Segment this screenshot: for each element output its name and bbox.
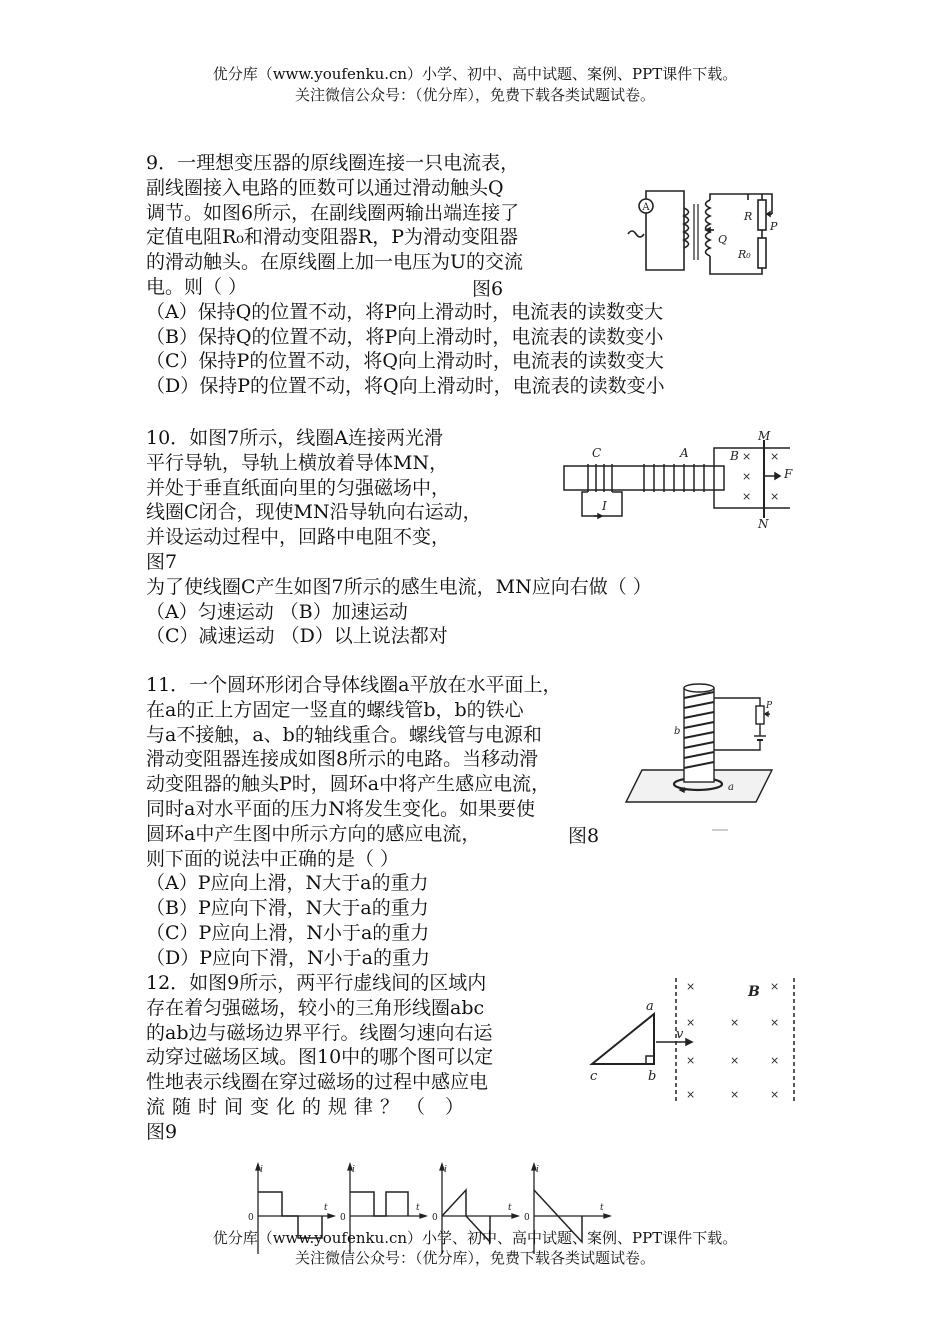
field-cross-mark: × bbox=[686, 1016, 696, 1029]
field-cross-mark: × bbox=[742, 470, 752, 483]
q-label: Q bbox=[718, 233, 728, 246]
q12-stem-line: 性地表示线圈在穿过磁场的过程中感应电 bbox=[146, 1071, 489, 1094]
q11-stem-line: 圆环a中产生图中所示方向的感应电流， bbox=[146, 822, 481, 845]
q11-stem-line: 11．一个圆环形闭合导体线圈a平放在水平面上， bbox=[146, 674, 562, 696]
q12-stem-line: 流随时间变化的规律？（ ） bbox=[146, 1095, 472, 1118]
solenoid-b-label: b bbox=[674, 726, 681, 737]
field-cross-mark: × bbox=[730, 1054, 740, 1067]
axis-i-label: i bbox=[352, 1165, 355, 1175]
q9-option-d: （D）保持P的位置不动，将Q向上滑动时，电流表的读数变小 bbox=[146, 375, 665, 398]
force-f-label: F bbox=[784, 467, 793, 481]
q11-option-d: （D）P应向下滑，N小于a的重力 bbox=[146, 946, 430, 969]
r-label: R bbox=[744, 210, 753, 223]
field-cross-mark: × bbox=[742, 490, 752, 503]
field-cross-mark: × bbox=[770, 1088, 780, 1101]
q11-stem-line: 同时a对水平面的压力N将发生变化。如果要使 bbox=[146, 797, 535, 820]
q12-stem-line: 动穿过磁场区域。图10中的哪个图可以定 bbox=[146, 1046, 494, 1069]
field-cross-mark: × bbox=[770, 450, 780, 463]
q11-stem-line: 与a不接触，a、b的轴线重合。螺线管与电源和 bbox=[146, 723, 542, 746]
origin-label: 0 bbox=[248, 1213, 254, 1223]
current-i-label: I bbox=[602, 499, 607, 513]
field-b-label: B bbox=[748, 984, 760, 1000]
figure-6-transformer-circuit bbox=[622, 186, 782, 278]
q9-option-b: （B）保持Q的位置不动，将P向上滑动时，电流表的读数变小 bbox=[146, 325, 664, 348]
header-line-1: 优分库（www.youfenku.cn）小学、初中、高中试题、案例、PPT课件下载。 bbox=[212, 65, 738, 83]
field-cross-mark: × bbox=[686, 1054, 696, 1067]
axis-t-label: t bbox=[416, 1203, 420, 1213]
n-label: N bbox=[758, 517, 769, 530]
vertex-b-label: b bbox=[648, 1069, 657, 1084]
b-field-label: B bbox=[730, 449, 739, 463]
q10-stem-line: 线圈C闭合，现使MN沿导轨向右运动， bbox=[146, 501, 482, 524]
figure-9-label: 图9 bbox=[146, 1120, 178, 1143]
field-cross-mark: × bbox=[730, 1016, 740, 1029]
q10-stem-line: 并处于垂直纸面向里的匀强磁场中， bbox=[146, 476, 451, 499]
q11-option-b: （B）P应向下滑，N大于a的重力 bbox=[146, 897, 429, 920]
coil-a-label: A bbox=[680, 446, 689, 460]
coil-c-label: C bbox=[592, 446, 602, 460]
field-cross-mark: × bbox=[770, 980, 780, 993]
figure-6-label: 图6 bbox=[472, 278, 504, 300]
field-cross-mark: × bbox=[730, 1088, 740, 1101]
axis-t-label: t bbox=[508, 1203, 512, 1213]
figure-9-triangle-field bbox=[586, 976, 800, 1106]
q9-stem-line: 定值电阻R₀和滑动变阻器R，P为滑动变阻器 bbox=[146, 226, 519, 249]
q12-stem-line: 的ab边与磁场边界平行。线圈匀速向右运 bbox=[146, 1021, 493, 1044]
field-cross-mark: × bbox=[770, 1054, 780, 1067]
q9-stem-line: 副线圈接入电路的匝数可以通过滑动触头Q bbox=[146, 176, 504, 199]
q11-option-c: （C）P应向上滑，N小于a的重力 bbox=[146, 921, 430, 944]
question-9 bbox=[146, 151, 665, 399]
q10-stem-line: 10．如图7所示，线圈A连接两光滑 bbox=[146, 427, 443, 449]
q10-option-row-1: （A）匀速运动 （B）加速运动 bbox=[146, 600, 408, 623]
q9-option-c: （C）保持P的位置不动，将Q向上滑动时，电流表的读数变大 bbox=[146, 350, 664, 373]
origin-label: 0 bbox=[432, 1213, 438, 1223]
footer-line-2: 关注微信公众号：（优分库），免费下载各类试题试卷。 bbox=[294, 1249, 655, 1267]
q11-stem-line: 在a的正上方固定一竖直的螺线管b，b的铁心 bbox=[146, 698, 524, 721]
field-cross-mark: × bbox=[686, 980, 696, 993]
q9-stem-line: 调节。如图6所示，在副线圈两输出端连接了 bbox=[146, 201, 520, 224]
question-12 bbox=[146, 971, 493, 1145]
vertex-c-label: c bbox=[590, 1069, 598, 1084]
m-label: M bbox=[758, 430, 771, 443]
vertex-a-label: a bbox=[646, 999, 654, 1014]
question-11 bbox=[146, 673, 562, 971]
field-cross-mark: × bbox=[770, 1016, 780, 1029]
ring-a-label: a bbox=[728, 782, 734, 793]
q9-stem-line: 电。则（ ） bbox=[146, 275, 248, 298]
figure-7-label: 图7 bbox=[146, 550, 178, 573]
q9-option-a: （A）保持Q的位置不动，将P向上滑动时，电流表的读数变大 bbox=[146, 300, 664, 323]
header-line-2: 关注微信公众号：（优分库），免费下载各类试题试卷。 bbox=[294, 86, 655, 104]
axis-i-label: i bbox=[260, 1165, 263, 1175]
r0-label: R₀ bbox=[738, 248, 751, 261]
q9-stem-line: 9．一理想变压器的原线圈连接一只电流表， bbox=[146, 152, 520, 174]
axis-t-label: t bbox=[324, 1203, 328, 1213]
q9-stem-line: 的滑动触头。在原线圈上加一电压为U的交流 bbox=[146, 251, 524, 274]
q10-stem-line: 并设运动过程中，回路中电阻不变， bbox=[146, 526, 451, 549]
figure-8-label: 图8 bbox=[568, 825, 600, 847]
q11-stem-line: 动变阻器的触头P时，圆环a中将产生感应电流， bbox=[146, 773, 551, 796]
axis-i-label: i bbox=[444, 1165, 447, 1175]
q11-stem-line: 滑动变阻器连接成如图8所示的电路。当移动滑 bbox=[146, 748, 539, 771]
q10-stem-line: 平行导轨，导轨上横放着导体MN， bbox=[146, 451, 449, 474]
origin-label: 0 bbox=[340, 1213, 346, 1223]
figure-8-solenoid-ring bbox=[622, 674, 792, 804]
slider-p-label: P bbox=[766, 701, 773, 711]
field-cross-mark: × bbox=[742, 450, 752, 463]
figure-8-mark bbox=[712, 828, 732, 832]
ammeter-label: A bbox=[642, 202, 650, 213]
p-label: P bbox=[770, 220, 778, 233]
axis-i-label: i bbox=[536, 1165, 539, 1175]
q12-stem-line: 存在着匀强磁场，较小的三角形线圈abc bbox=[146, 996, 485, 1019]
q10-stem-line: 为了使线圈C产生如图7所示的感生电流，MN应向右做（ ） bbox=[146, 575, 652, 598]
q11-option-a: （A）P应向上滑，N大于a的重力 bbox=[146, 872, 429, 895]
field-cross-mark: × bbox=[686, 1088, 696, 1101]
field-cross-mark: × bbox=[770, 490, 780, 503]
velocity-v-label: v bbox=[676, 1027, 684, 1042]
q11-stem-line: 则下面的说法中正确的是（ ） bbox=[146, 847, 400, 870]
q10-option-row-2: （C）减速运动 （D）以上说法都对 bbox=[146, 625, 448, 648]
origin-label: 0 bbox=[524, 1213, 530, 1223]
footer-line-1: 优分库（www.youfenku.cn）小学、初中、高中试题、案例、PPT课件下载。 bbox=[212, 1229, 738, 1247]
axis-t-label: t bbox=[600, 1203, 604, 1213]
q12-stem-line: 12．如图9所示，两平行虚线间的区域内 bbox=[146, 972, 487, 994]
figure-7-coil-rail-diagram bbox=[558, 430, 798, 530]
